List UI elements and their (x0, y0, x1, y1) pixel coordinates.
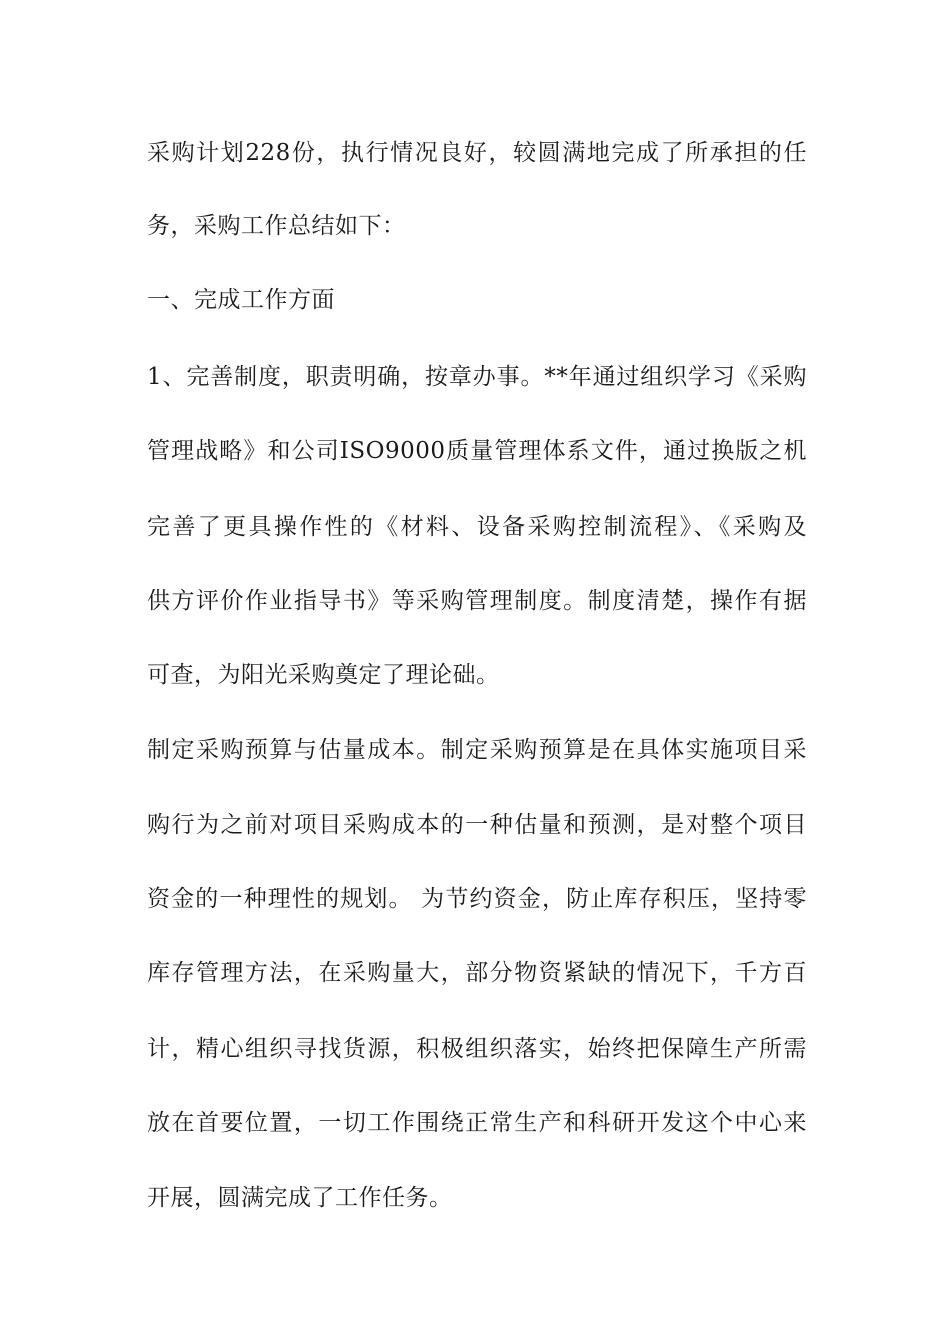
text-line: 可查，为阳光采购奠定了理论础。 (147, 662, 500, 688)
text-line: 采购计划228份，执行情况良好，较圆满地完成了所承担的任 (147, 140, 807, 166)
text-line: 1、完善制度，职责明确，按章办事。**年通过组织学习《采购 (147, 364, 807, 390)
text-line: 购行为之前对项目采购成本的一种估量和预测，是对整个项目 (147, 812, 807, 838)
text-line: 放在首要位置，一切工作围绕正常生产和科研开发这个中心来 (147, 1110, 807, 1136)
text-line: 供方评价作业指导书》等采购管理制度。制度清楚，操作有据 (147, 588, 807, 614)
text-line: 完善了更具操作性的《材料、设备采购控制流程》、《采购及 (147, 514, 807, 540)
text-line: 计，精心组织寻找货源，积极组织落实，始终把保障生产所需 (147, 1036, 807, 1062)
text-line: 务，采购工作总结如下： (147, 213, 406, 239)
text-line: 开展，圆满完成了工作任务。 (147, 1185, 453, 1211)
section-heading: 一、完成工作方面 (147, 287, 335, 313)
text-line: 管理战略》和公司ISO9000质量管理体系文件，通过换版之机 (147, 438, 807, 464)
text-line: 制定采购预算与估量成本。制定采购预算是在具体实施项目采 (147, 737, 807, 763)
text-line: 资金的一种理性的规划。 为节约资金，防止库存积压，坚持零 (147, 886, 807, 912)
text-line: 库存管理方法，在采购量大，部分物资紧缺的情况下，千方百 (147, 960, 807, 986)
